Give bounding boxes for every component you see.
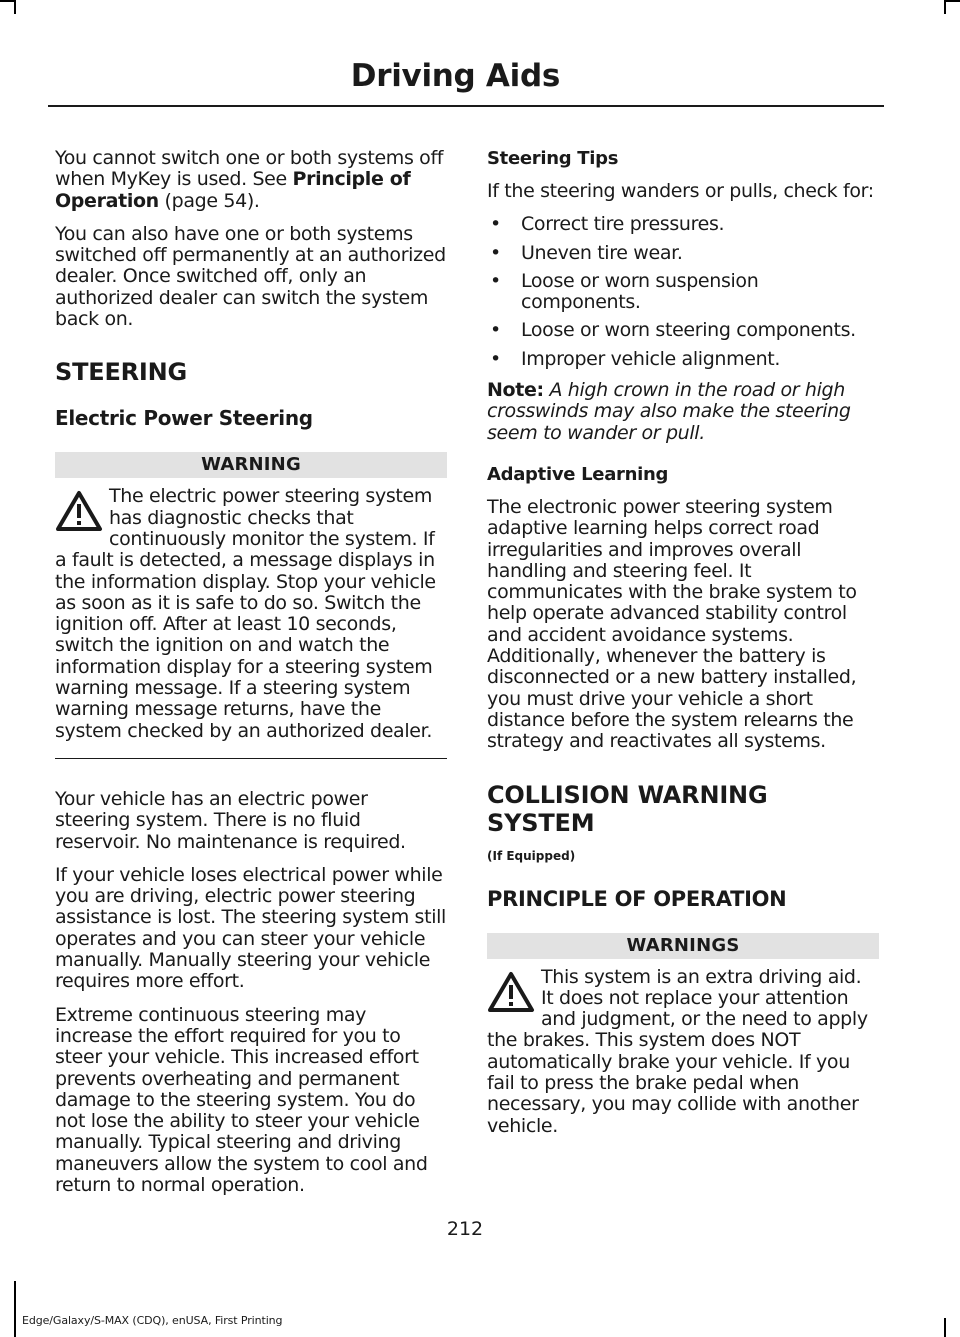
list-item: • Correct tire pressures. [487,214,879,235]
list-item: • Loose or worn suspension components. [487,271,879,314]
paragraph: You can also have one or both systems switched off permanently at an authorized dealer. Once switched off, only an authorized dealer can switch the system back on. [55,222,446,331]
left-column [55,148,447,1208]
crop-mark [946,0,960,2]
page-title: Driving Aids [350,58,560,94]
if-equipped-label: (If Equipped) [487,848,576,863]
warning-triangle-icon [487,971,535,1013]
page-number: 212 [446,1218,484,1240]
paragraph: The electronic power steering system adaptive learning helps correct road irregularities and improves overall handling and steering feel. It communicates with the brake system to help operate advanced stability control and accident avoidance systems. Additionally, whenever the battery is disconnected or a new battery installed, you must drive your vehicle a short distance before the system relearns the strategy and reactivates all systems. [487,495,857,753]
tips-list [487,214,879,370]
cross-reference-link[interactable]: Principle of Operation [55,168,411,212]
subsection-title: Adaptive Learning [487,463,669,485]
subsection-title: Electric Power Steering [55,406,313,431]
warning-text: This system is an extra driving aid. It does not replace your attention and judgment, or the need to apply the brakes. This system does NOT automatically brake your vehicle. If you fail to press the brake pedal when necessary, you may collide with another vehicle. [487,965,868,1137]
paragraph: Extreme continuous steering may increase the effort required for you to steer your vehicle. This increased effort prevents overheating and permanent damage to the steering system. You do not lose the ability to steer your vehicle manually. Typical steering and driving maneuvers allow the system to cool and return to normal operation. [55,1003,428,1196]
warning-divider [55,758,447,759]
header-divider [48,105,884,107]
crop-mark [14,1281,16,1337]
warning-label: WARNINGS [487,933,879,959]
list-item: • Uneven tire wear. [487,243,879,264]
footer-text: Edge/Galaxy/S-MAX (CDQ), enUSA, First Printing [22,1314,283,1327]
section-title: COLLISION WARNING SYSTEM [487,780,768,837]
crop-mark [944,0,946,14]
subsection-title: Steering Tips [487,148,619,169]
warning-label: WARNING [55,452,447,478]
note-label: Note: [487,379,544,402]
note [487,380,879,444]
paragraph: Your vehicle has an electric power steering system. There is no fluid reservoir. No maintenance is required. [55,787,406,853]
paragraph: If the steering wanders or pulls, check for: [487,180,874,202]
crop-mark [14,0,16,14]
note-text: A high crown in the road or high crosswinds may also make the steering seem to wander or pull. [487,379,851,444]
subsection-title: PRINCIPLE OF OPERATION [487,886,787,911]
warning-text: The electric power steering system has diagnostic checks that continuously monitor the system. If a fault is detected, a message displays in the information display. Stop your vehicle as soon as it is safe to do so. Switch the ignition off. After at least 10 seconds, switch the ignition on and watch the information display for a steering system warning message. If a steering system warning message returns, have the system checked by an authorized dealer. [55,485,436,742]
right-column [487,148,879,1167]
crop-mark [944,1318,946,1337]
paragraph: If your vehicle loses electrical power while you are driving, electric power steering assistance is lost. The steering system still operates and you can steer your vehicle manually. Manually steering your vehicle requires more effort. [55,863,446,993]
list-item: • Improper vehicle alignment. [487,349,879,370]
crop-mark [0,0,14,2]
warning-box [487,933,879,1137]
section-title: STEERING [55,358,188,387]
paragraph: You cannot switch one or both systems off when MyKey is used. See Principle of Operation (page 54). [55,147,444,212]
warning-triangle-icon [55,490,103,532]
list-item: • Loose or worn steering components. [487,320,879,341]
warning-box [55,452,447,759]
